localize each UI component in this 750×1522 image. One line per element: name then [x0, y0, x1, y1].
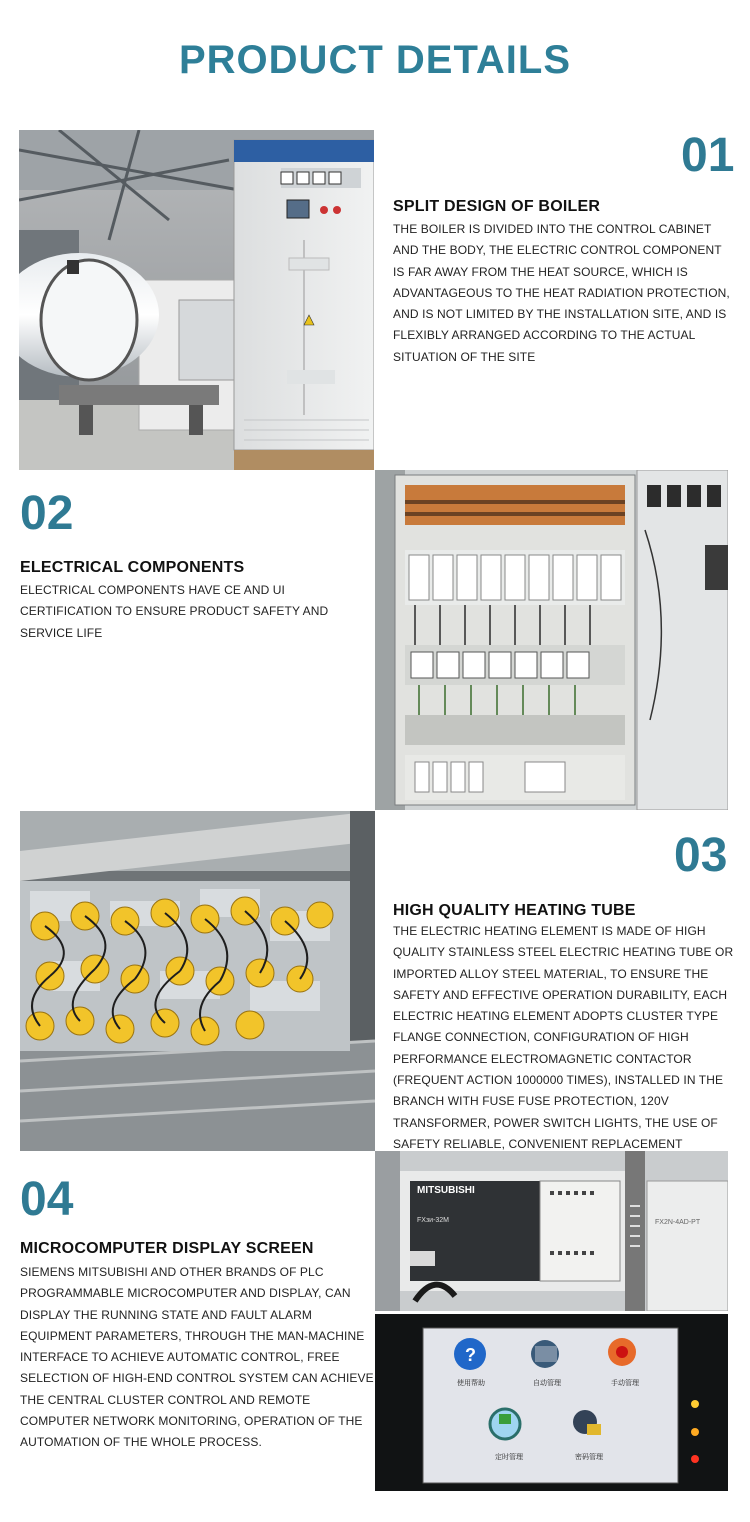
section-body: SIEMENS MITSUBISHI AND OTHER BRANDS OF PLC PROGRAMMABLE MICROCOMPUTER AND DISPLAY, CAN DISPLAY THE RUNNING STATE AND FAULT ALARM EQUIPMENT PARAMETERS, THROUGH THE MAN-MACHINE INTERFACE TO ACHIEVE AUTOMATIC CONTROL, FREE SELECTION OF HIGH-END CONTROL SYSTEM CAN ACHIEVE THE CENTRAL CLUSTER CONTROL AND REMOTE COMPUTER NETWORK MONITORING, OPERATION OF THE AUTOMATION OF THE WHOLE PROCESS.: [20, 1265, 374, 1450]
section-body: THE ELECTRIC HEATING ELEMENT IS MADE OF HIGH QUALITY STAINLESS STEEL ELECTRIC HEATING TUBE OR IMPORTED ALLOY STEEL MATERIAL, TO ENSURE THE SAFETY AND EFFECTIVE OPERATION DURABILITY, EACH ELECTRIC HEATING ELEMENT ADOPTS CLUSTER TYPE FLANGE CONNECTION, CONFIGURATION OF HIGH PERFORMANCE ELECTROMAGNETIC CONTACTOR (FREQUENT ACTION 1000000 TIMES), INSTALLED IN THE BRANCH WITH FUSE FUSE PROTECTION, 120V TRANSFORMER, POWER SWITCH LIGHTS, THE USE OF SAFETY RELIABLE, CONVENIENT REPLACEMENT: [393, 924, 734, 1151]
electrical-cabinet-photo: [375, 470, 728, 810]
section-body: THE BOILER IS DIVIDED INTO THE CONTROL CABINET AND THE BODY, THE ELECTRIC CONTROL COMPONENT IS FAR AWAY FROM THE HEAT SOURCE, WHICH IS ADVANTAGEOUS TO THE HEAT RADIATION PROTECTION, AND IS NOT LIMITED BY THE INSTALLATION SITE, AND IS FLEXIBLY ARRANGED ACCORDING TO THE ACTUAL SITUATION OF THE SITE: [393, 222, 730, 364]
boiler-photo: [19, 130, 374, 470]
section-title: MICROCOMPUTER DISPLAY SCREEN: [20, 1240, 314, 1257]
hmi-label-help: 使用帮助: [457, 1379, 485, 1387]
heating-tube-photo: [20, 811, 375, 1151]
hmi-label-manual: 手动管理: [611, 1379, 639, 1387]
hmi-label-auto: 自动管理: [533, 1379, 561, 1387]
plc-module-label: FX2N-4AD-PT: [655, 1219, 701, 1226]
section-number: 03: [674, 829, 728, 882]
page-title: PRODUCT DETAILS: [178, 38, 572, 82]
plc-brand-label: MITSUBISHI: [417, 1185, 475, 1196]
hmi-label-timer: 定时管理: [495, 1453, 523, 1461]
hmi-label-password: 密码管理: [575, 1453, 603, 1461]
section-body: ELECTRICAL COMPONENTS HAVE CE AND UI CERTIFICATION TO ENSURE PRODUCT SAFETY AND SERVICE LIFE: [20, 583, 329, 640]
section-title: HIGH QUALITY HEATING TUBE: [393, 902, 636, 919]
section-number: 02: [20, 487, 74, 540]
section-number: 01: [681, 129, 735, 182]
plc-model-label: FXзи-32M: [417, 1217, 450, 1224]
section-title: ELECTRICAL COMPONENTS: [20, 559, 245, 576]
hmi-screen-photo: [375, 1314, 728, 1491]
plc-photo: [375, 1151, 728, 1311]
svg-text:?: ?: [465, 1345, 476, 1365]
section-number: 04: [20, 1173, 74, 1226]
section-title: SPLIT DESIGN OF BOILER: [393, 198, 601, 215]
